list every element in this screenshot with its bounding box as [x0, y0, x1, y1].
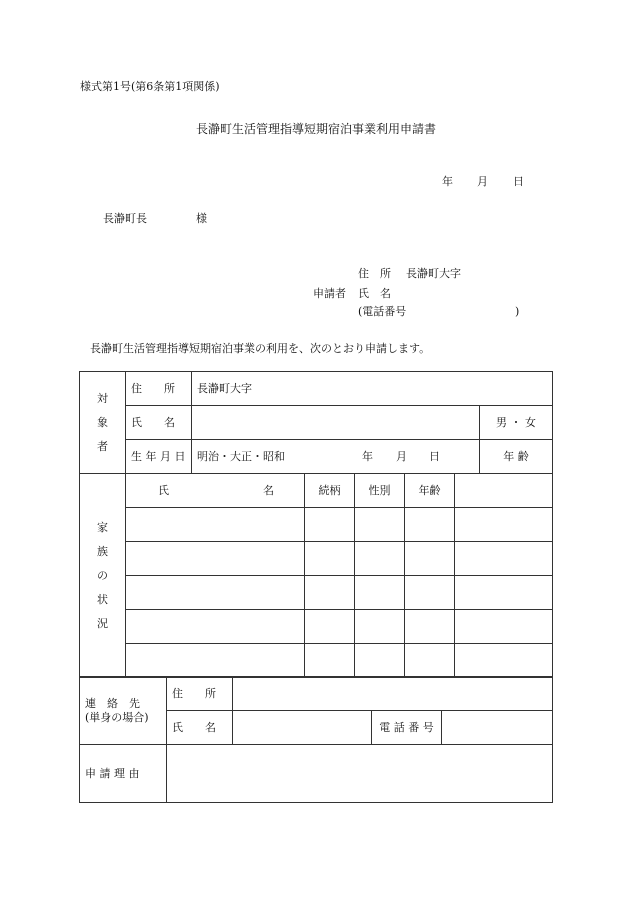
contact-address-label: 住 所 — [167, 677, 233, 711]
family-age-cell[interactable] — [405, 508, 455, 542]
subject-birth-label: 生 年 月 日 — [126, 440, 192, 474]
family-sex-cell[interactable] — [355, 576, 405, 610]
contact-address-field[interactable] — [233, 677, 553, 711]
form-title: 長瀞町生活管理指導短期宿泊事業利用申請書 — [196, 122, 437, 136]
family-header-name-b: 名 — [263, 483, 274, 497]
subject-section-label — [80, 372, 126, 474]
subject-age-label: 年 齢 — [480, 440, 553, 474]
applicant-address-value: 長瀞町大字 — [406, 267, 461, 280]
family-extra-cell[interactable] — [455, 644, 553, 678]
family-sex-cell[interactable] — [355, 542, 405, 576]
family-row — [80, 644, 553, 678]
family-label-char: の — [97, 568, 108, 582]
contact-phone-label: 電 話 番 号 — [372, 711, 442, 745]
family-name-cell[interactable] — [126, 542, 305, 576]
family-header-blank — [455, 474, 553, 508]
addressee-honorific: 様 — [196, 212, 207, 225]
family-sex-cell[interactable] — [355, 644, 405, 678]
family-row — [80, 508, 553, 542]
contact-label-sub: (単身の場合) — [85, 710, 149, 724]
family-age-cell[interactable] — [405, 644, 455, 678]
contact-section-label — [80, 677, 167, 745]
family-age-cell[interactable] — [405, 610, 455, 644]
date-year-label: 年 — [442, 175, 453, 188]
family-label-char: 家 — [97, 520, 108, 534]
family-section-label — [80, 474, 126, 678]
subject-label-char: 者 — [97, 439, 108, 453]
applicant-phone-close: ) — [515, 305, 520, 318]
family-name-cell[interactable] — [126, 644, 305, 678]
subject-address-label: 住 所 — [126, 372, 192, 406]
family-row — [80, 610, 553, 644]
family-relation-cell[interactable] — [305, 508, 355, 542]
family-header-age: 年齢 — [405, 474, 455, 508]
family-label-char: 況 — [97, 616, 108, 630]
applicant-label: 申請者 — [313, 287, 346, 300]
family-name-cell[interactable] — [126, 508, 305, 542]
date-month-label: 月 — [477, 175, 488, 188]
family-age-cell[interactable] — [405, 576, 455, 610]
family-extra-cell[interactable] — [455, 610, 553, 644]
subject-address-field[interactable]: 長瀞町大字 — [192, 372, 553, 406]
contact-name-field[interactable] — [233, 711, 372, 745]
family-sex-cell[interactable] — [355, 610, 405, 644]
subject-birth-field[interactable] — [192, 440, 480, 474]
family-age-cell[interactable] — [405, 542, 455, 576]
applicant-address-label: 住 所 — [358, 267, 391, 280]
date-day-label: 日 — [513, 175, 524, 188]
family-label-char: 族 — [97, 544, 108, 558]
subject-family-table — [79, 371, 553, 678]
family-relation-cell[interactable] — [305, 542, 355, 576]
intro-sentence: 長瀞町生活管理指導短期宿泊事業の利用を、次のとおり申請します。 — [90, 342, 431, 355]
birth-day-label: 日 — [429, 449, 440, 463]
reason-field[interactable] — [167, 745, 553, 803]
applicant-phone-open: (電話番号 — [358, 305, 407, 318]
family-name-cell[interactable] — [126, 610, 305, 644]
contact-reason-table — [79, 676, 553, 803]
subject-gender-select[interactable]: 男 ・ 女 — [480, 406, 553, 440]
birth-year-label: 年 — [362, 449, 373, 463]
family-header-relation: 続柄 — [305, 474, 355, 508]
family-extra-cell[interactable] — [455, 508, 553, 542]
birth-month-label: 月 — [396, 449, 407, 463]
family-header-name-a: 氏 — [158, 483, 169, 497]
family-name-cell[interactable] — [126, 576, 305, 610]
subject-name-field[interactable] — [192, 406, 480, 440]
family-label-char: 状 — [97, 592, 108, 606]
subject-name-label: 氏 名 — [126, 406, 192, 440]
family-relation-cell[interactable] — [305, 610, 355, 644]
family-relation-cell[interactable] — [305, 576, 355, 610]
form-number: 様式第1号(第6条第1項関係) — [80, 80, 220, 93]
family-header-sex: 性別 — [355, 474, 405, 508]
family-sex-cell[interactable] — [355, 508, 405, 542]
birth-era-options: 明治・大正・昭和 — [197, 449, 285, 463]
family-extra-cell[interactable] — [455, 542, 553, 576]
reason-label: 申 請 理 由 — [80, 745, 167, 803]
contact-label-main: 連 絡 先 — [85, 696, 140, 710]
family-header-name — [126, 474, 305, 508]
addressee-name: 長瀞町長 — [103, 212, 147, 225]
applicant-name-label: 氏 名 — [358, 287, 391, 300]
subject-label-char: 対 — [97, 391, 108, 405]
family-row — [80, 542, 553, 576]
subject-label-char: 象 — [97, 415, 108, 429]
family-row — [80, 576, 553, 610]
contact-name-label: 氏 名 — [167, 711, 233, 745]
family-relation-cell[interactable] — [305, 644, 355, 678]
contact-phone-field[interactable] — [442, 711, 553, 745]
family-extra-cell[interactable] — [455, 576, 553, 610]
